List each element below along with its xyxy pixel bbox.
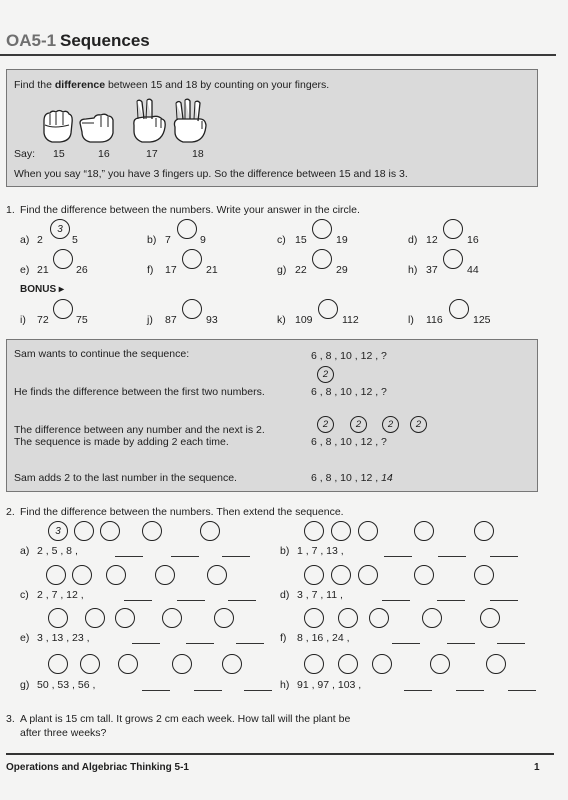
q1-left: 22 — [295, 264, 307, 276]
q2-diff-circle[interactable] — [372, 654, 392, 674]
q2-diff-circle[interactable] — [338, 608, 358, 628]
q1-label: c) — [277, 234, 286, 246]
q2-diff-circle[interactable] — [474, 565, 494, 585]
q2-prompt: Find the difference between the numbers. Then extend the sequence. — [20, 506, 344, 518]
example-diff-circle: 2 — [317, 416, 334, 433]
answer-blank[interactable] — [490, 600, 518, 601]
example-line: The sequence is made by adding 2 each time. — [14, 436, 229, 448]
example-line: Sam adds 2 to the last number in the sequence. — [14, 472, 237, 484]
q1-answer-circle[interactable] — [312, 249, 332, 269]
q1-answer-circle[interactable] — [53, 249, 73, 269]
q2-sequence: 3 , 13 , 23 , — [37, 632, 90, 644]
intro-conclusion: When you say “18,” you have 3 fingers up. So the difference between 15 and 18 is 3. — [14, 168, 408, 180]
q2-diff-circle[interactable]: 3 — [48, 521, 68, 541]
answer-blank[interactable] — [194, 690, 222, 691]
example-line: Sam wants to continue the sequence: — [14, 348, 190, 360]
answer-blank[interactable] — [384, 556, 412, 557]
q1-right: 26 — [76, 264, 88, 276]
say-number: 15 — [53, 148, 65, 160]
q2-diff-circle[interactable] — [331, 565, 351, 585]
q1-answer-circle[interactable] — [443, 219, 463, 239]
q2-diff-circle[interactable] — [172, 654, 192, 674]
example-sequence: 6 , 8 , 10 , 12 , ? — [311, 436, 387, 448]
answer-blank[interactable] — [456, 690, 484, 691]
example-line: The difference between any number and the next is 2. — [14, 424, 265, 436]
q2-diff-circle[interactable] — [304, 608, 324, 628]
q1-left: 116 — [426, 314, 443, 326]
q1-right: 44 — [467, 264, 479, 276]
q2-diff-circle[interactable] — [474, 521, 494, 541]
q2-label: g) — [20, 679, 30, 691]
q2-diff-circle[interactable] — [304, 565, 324, 585]
q1-label: i) — [20, 314, 26, 326]
q1-prompt: Find the difference between the numbers. Write your answer in the circle. — [20, 204, 360, 216]
q2-diff-circle[interactable] — [480, 608, 500, 628]
example-sequence: 6 , 8 , 10 , 12 , ? — [311, 386, 387, 398]
q2-sequence: 2 , 5 , 8 , — [37, 545, 78, 557]
answer-blank[interactable] — [124, 600, 152, 601]
say-number: 16 — [98, 148, 110, 160]
q2-diff-circle[interactable] — [155, 565, 175, 585]
page-number: 1 — [534, 762, 540, 773]
q2-diff-circle[interactable] — [74, 521, 94, 541]
fist-hand-icon — [40, 105, 76, 145]
q1-left: 109 — [295, 314, 313, 326]
q1-right: 93 — [206, 314, 218, 326]
q1-right: 75 — [76, 314, 88, 326]
q2-sequence: 8 , 16 , 24 , — [297, 632, 350, 644]
q1-left: 72 — [37, 314, 49, 326]
q2-label: d) — [280, 589, 290, 601]
say-label: Say: — [14, 148, 36, 160]
q2-diff-circle[interactable] — [48, 654, 68, 674]
q1-answer-circle[interactable] — [449, 299, 469, 319]
hand-two-fingers-icon — [130, 97, 168, 145]
q1-label: k) — [277, 314, 286, 326]
example-diff-circle: 2 — [382, 416, 399, 433]
example-sequence: 6 , 8 , 10 , 12 , 14 — [311, 472, 393, 484]
q2-diff-circle[interactable] — [207, 565, 227, 585]
q1-answer-circle[interactable] — [182, 249, 202, 269]
q3-text: after three weeks? — [20, 727, 107, 739]
lesson-title: Sequences — [60, 31, 150, 50]
q2-diff-circle[interactable] — [486, 654, 506, 674]
answer-blank[interactable] — [132, 643, 160, 644]
q1-answer-circle[interactable] — [312, 219, 332, 239]
answer-blank[interactable] — [490, 556, 518, 557]
q2-sequence: 50 , 53 , 56 , — [37, 679, 96, 691]
q2-diff-circle[interactable] — [304, 654, 324, 674]
q3-number: 3. — [6, 713, 15, 725]
q2-diff-circle[interactable] — [46, 565, 66, 585]
q1-right: 29 — [336, 264, 348, 276]
q2-number: 2. — [6, 506, 15, 518]
example-line: He finds the difference between the first two numbers. — [14, 386, 265, 398]
q2-diff-circle[interactable] — [414, 521, 434, 541]
hand-three-fingers-icon — [170, 97, 210, 145]
q2-diff-circle[interactable] — [85, 608, 105, 628]
header-rule — [0, 54, 556, 56]
q1-answer-circle[interactable] — [177, 219, 197, 239]
q1-right: 125 — [473, 314, 491, 326]
q1-right: 19 — [336, 234, 348, 246]
q1-label: d) — [408, 234, 418, 246]
q1-right: 9 — [200, 234, 206, 246]
q1-label: b) — [147, 234, 157, 246]
q2-label: h) — [280, 679, 290, 691]
q1-label: f) — [147, 264, 154, 276]
q2-diff-circle[interactable] — [80, 654, 100, 674]
q2-diff-circle[interactable] — [118, 654, 138, 674]
q1-right: 112 — [342, 314, 359, 326]
answer-blank[interactable] — [222, 556, 250, 557]
answer-blank[interactable] — [186, 643, 214, 644]
answer-blank[interactable] — [382, 600, 410, 601]
q2-diff-circle[interactable] — [100, 521, 120, 541]
q1-right: 21 — [206, 264, 218, 276]
answer-blank[interactable] — [236, 643, 264, 644]
q2-label: b) — [280, 545, 290, 557]
q2-diff-circle[interactable] — [72, 565, 92, 585]
q1-label: l) — [408, 314, 414, 326]
example-diff-circle: 2 — [410, 416, 427, 433]
q2-diff-circle[interactable] — [304, 521, 324, 541]
answer-blank[interactable] — [115, 556, 143, 557]
q1-left: 17 — [165, 264, 177, 276]
q2-diff-circle[interactable] — [106, 565, 126, 585]
q2-diff-circle[interactable] — [358, 521, 378, 541]
answer-blank[interactable] — [392, 643, 420, 644]
footer-rule — [6, 753, 554, 755]
q3-text: A plant is 15 cm tall. It grows 2 cm each week. How tall will the plant be — [20, 713, 351, 725]
q1-answer-circle[interactable]: 3 — [50, 219, 70, 239]
example-box — [6, 339, 538, 492]
q2-diff-circle[interactable] — [422, 608, 442, 628]
q1-right: 5 — [72, 234, 78, 246]
q2-diff-circle[interactable] — [358, 565, 378, 585]
q2-diff-circle[interactable] — [115, 608, 135, 628]
q1-right: 16 — [467, 234, 479, 246]
q1-left: 2 — [37, 234, 43, 246]
answer-blank[interactable] — [437, 600, 465, 601]
q2-diff-circle[interactable] — [414, 565, 434, 585]
example-answer: 14 — [381, 472, 393, 484]
example-diff-circle: 2 — [317, 366, 334, 383]
example-diff-circle: 2 — [350, 416, 367, 433]
q2-diff-circle[interactable] — [430, 654, 450, 674]
q2-sequence: 2 , 7 , 12 , — [37, 589, 84, 601]
q2-diff-circle[interactable] — [142, 521, 162, 541]
bonus-label: BONUS ▸ — [20, 284, 64, 295]
q1-left: 87 — [165, 314, 177, 326]
q2-label: a) — [20, 545, 30, 557]
q1-label: j) — [147, 314, 153, 326]
answer-blank[interactable] — [228, 600, 256, 601]
lesson-code: OA5-1 — [6, 31, 57, 50]
answer-blank[interactable] — [244, 690, 272, 691]
answer-blank[interactable] — [404, 690, 432, 691]
q2-diff-circle[interactable] — [200, 521, 220, 541]
answer-blank[interactable] — [497, 643, 525, 644]
q1-left: 21 — [37, 264, 49, 276]
answer-blank[interactable] — [177, 600, 205, 601]
q2-diff-circle[interactable] — [222, 654, 242, 674]
q1-left: 15 — [295, 234, 307, 246]
q2-diff-circle[interactable] — [331, 521, 351, 541]
q2-sequence: 91 , 97 , 103 , — [297, 679, 362, 691]
footer-title: Operations and Algebriac Thinking 5-1 — [6, 762, 189, 773]
q1-left: 7 — [165, 234, 171, 246]
q2-label: f) — [280, 632, 287, 644]
q2-diff-circle[interactable] — [338, 654, 358, 674]
q1-number: 1. — [6, 204, 15, 216]
q1-label: h) — [408, 264, 418, 276]
answer-blank[interactable] — [171, 556, 199, 557]
q2-label: c) — [20, 589, 29, 601]
q2-diff-circle[interactable] — [48, 608, 68, 628]
q2-diff-circle[interactable] — [369, 608, 389, 628]
q1-answer-circle[interactable] — [53, 299, 73, 319]
q1-label: a) — [20, 234, 30, 246]
hand-one-finger-icon — [78, 105, 118, 145]
answer-blank[interactable] — [447, 643, 475, 644]
q1-answer-circle[interactable] — [318, 299, 338, 319]
q1-label: g) — [277, 264, 287, 276]
say-number: 17 — [146, 148, 158, 160]
answer-blank[interactable] — [438, 556, 466, 557]
intro-instruction: Find the difference between 15 and 18 by counting on your fingers. — [14, 79, 330, 91]
example-sequence: 6 , 8 , 10 , 12 , ? — [311, 350, 387, 362]
say-number: 18 — [192, 148, 204, 160]
q2-diff-circle[interactable] — [214, 608, 234, 628]
q1-answer-circle[interactable] — [443, 249, 463, 269]
q2-sequence: 3 , 7 , 11 , — [297, 589, 343, 601]
q2-label: e) — [20, 632, 30, 644]
q1-label: e) — [20, 264, 30, 276]
q1-left: 37 — [426, 264, 438, 276]
q1-answer-circle[interactable] — [182, 299, 202, 319]
answer-blank[interactable] — [142, 690, 170, 691]
answer-blank[interactable] — [508, 690, 536, 691]
q1-left: 12 — [426, 234, 438, 246]
q2-diff-circle[interactable] — [162, 608, 182, 628]
q2-sequence: 1 , 7 , 13 , — [297, 545, 344, 557]
